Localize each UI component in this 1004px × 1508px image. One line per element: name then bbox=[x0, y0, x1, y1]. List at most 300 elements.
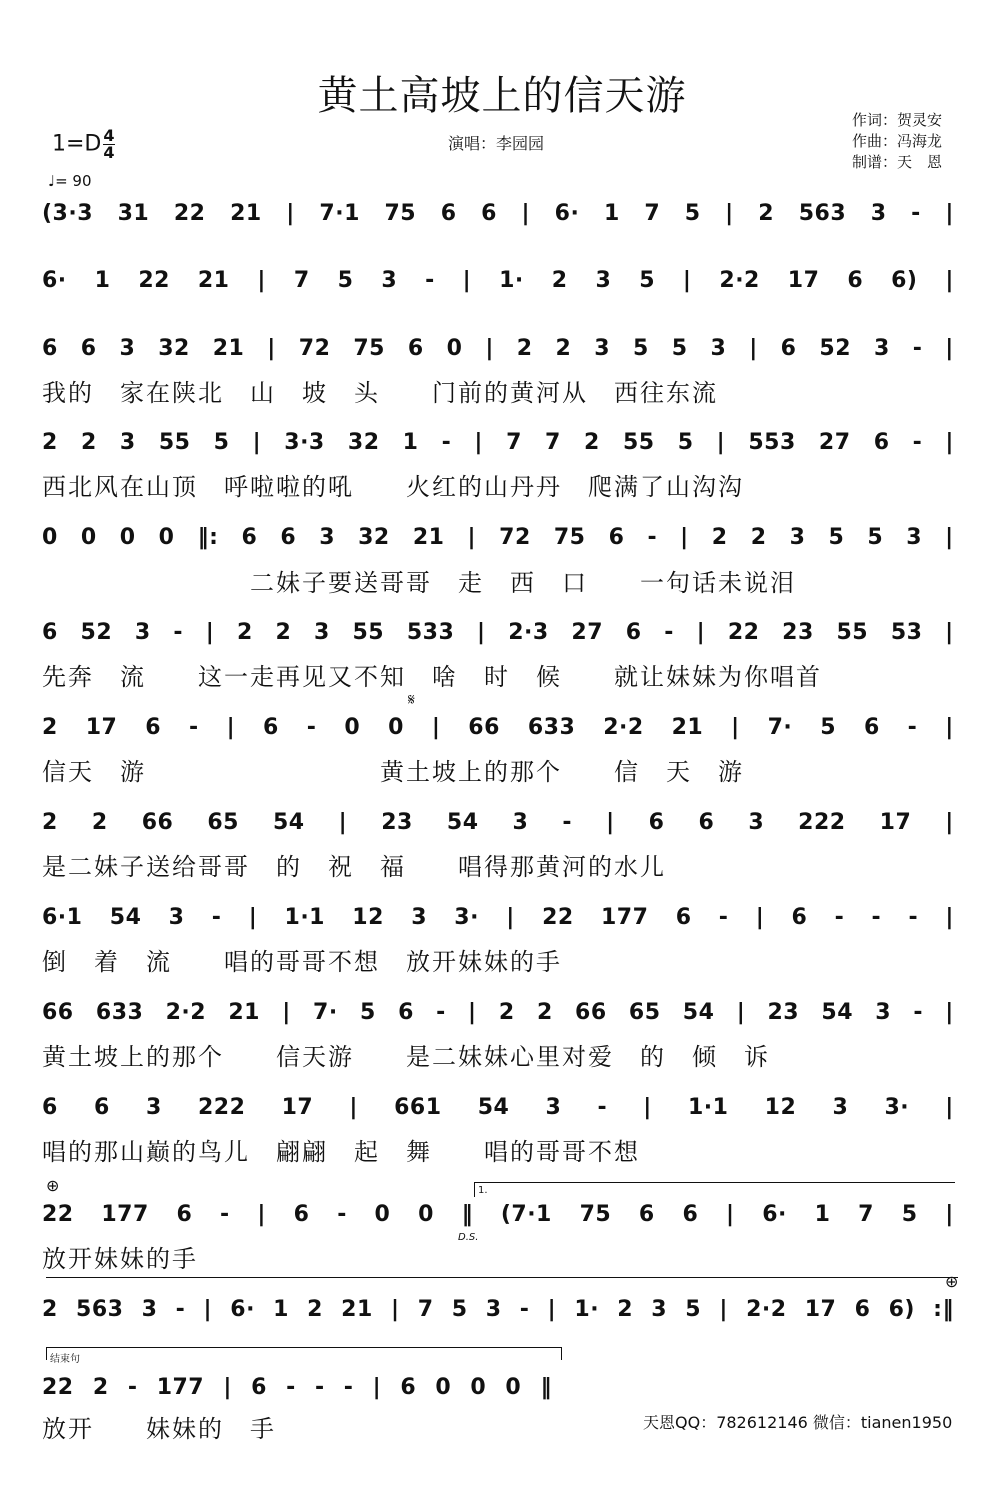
barline: | bbox=[257, 267, 266, 293]
note-group: 6 bbox=[398, 999, 414, 1025]
staff-row-14 bbox=[42, 1364, 552, 1410]
note-group: 0 bbox=[505, 1374, 522, 1400]
note-group: 3 bbox=[873, 335, 890, 361]
transcriber-credit: 制谱：天 恩 bbox=[852, 153, 943, 171]
barline: | bbox=[716, 429, 726, 455]
note-group: 0 bbox=[80, 524, 97, 550]
barline: | bbox=[203, 1296, 213, 1322]
note-group: 7 bbox=[858, 1201, 874, 1227]
note-group: 2 bbox=[516, 335, 533, 361]
staff-row-8 bbox=[42, 799, 954, 845]
note-group: 7 bbox=[545, 429, 561, 455]
note-group: 2·3 bbox=[508, 619, 549, 645]
note-group: - bbox=[436, 999, 446, 1025]
note-group: 553 bbox=[748, 429, 796, 455]
note-group: 17 bbox=[879, 809, 912, 835]
barline: | bbox=[226, 714, 236, 740]
note-group: 563 bbox=[798, 200, 847, 226]
note-group: 7 bbox=[506, 429, 522, 455]
note-group: 1 bbox=[94, 267, 111, 293]
note-group: 17 bbox=[85, 714, 118, 740]
note-group: 0 bbox=[388, 714, 404, 740]
note-group: 3· bbox=[884, 1094, 910, 1120]
staff-row-1 bbox=[42, 190, 954, 236]
barline: | bbox=[731, 714, 740, 740]
note-group: 22 bbox=[727, 619, 760, 645]
note-group: 31 bbox=[117, 200, 150, 226]
barline: :‖ bbox=[933, 1296, 954, 1322]
note-group: - bbox=[343, 1374, 354, 1400]
note-group: 55 bbox=[836, 619, 869, 645]
barline: | bbox=[606, 809, 615, 835]
note-group: 5 bbox=[901, 1201, 918, 1227]
note-group: 7 bbox=[417, 1296, 434, 1322]
notes-line bbox=[42, 1191, 954, 1237]
note-group: 6) bbox=[888, 1296, 915, 1322]
note-group: 6 bbox=[854, 1296, 871, 1322]
notes-line bbox=[42, 257, 954, 303]
barline: | bbox=[521, 200, 531, 226]
note-group: 17 bbox=[787, 267, 820, 293]
note-group: 6 bbox=[251, 1374, 267, 1400]
note-group: 2 bbox=[750, 524, 767, 550]
note-group: 65 bbox=[207, 809, 239, 835]
staff-row-6 bbox=[42, 609, 954, 655]
note-group: 52 bbox=[80, 619, 113, 645]
note-group: 5 bbox=[337, 267, 354, 293]
note-group: 6 bbox=[42, 335, 58, 361]
barline: | bbox=[945, 714, 954, 740]
note-group: 0 bbox=[119, 524, 136, 550]
note-group: 75 bbox=[579, 1201, 612, 1227]
note-group: 52 bbox=[819, 335, 852, 361]
note-group: 2 bbox=[42, 429, 58, 455]
note-group: 6 bbox=[698, 809, 715, 835]
note-group: 6·1 bbox=[42, 904, 83, 930]
note-group: 1 bbox=[273, 1296, 289, 1322]
note-group: 54 bbox=[446, 809, 479, 835]
note-group: 3 bbox=[875, 999, 892, 1025]
note-group: 2 bbox=[498, 999, 515, 1025]
coda-sign-end: ⊕ bbox=[945, 1272, 959, 1291]
staff-row-5 bbox=[42, 514, 954, 560]
note-group: 1 bbox=[603, 200, 620, 226]
note-group: 0 bbox=[446, 335, 463, 361]
notes-line bbox=[42, 325, 954, 371]
barline: | bbox=[257, 1201, 266, 1227]
note-group: 1·1 bbox=[688, 1094, 729, 1120]
note-group: 75 bbox=[384, 200, 417, 226]
note-group: (7·1 bbox=[500, 1201, 552, 1227]
note-group: 66 bbox=[141, 809, 174, 835]
note-group: 1 bbox=[814, 1201, 831, 1227]
note-group: 533 bbox=[406, 619, 455, 645]
note-group: 22 bbox=[138, 267, 170, 293]
note-group: - bbox=[912, 429, 923, 455]
notes-line bbox=[42, 419, 954, 465]
note-group: 21 bbox=[341, 1296, 373, 1322]
barline: | bbox=[945, 524, 954, 550]
note-group: 3 bbox=[119, 335, 136, 361]
barline: | bbox=[945, 335, 954, 361]
note-group: 222 bbox=[798, 809, 846, 835]
note-group: 32 bbox=[158, 335, 190, 361]
note-group: 6 bbox=[80, 335, 97, 361]
note-group: 3 bbox=[595, 267, 612, 293]
notes-line bbox=[42, 1286, 954, 1332]
note-group: - bbox=[337, 1201, 347, 1227]
note-group: 6 bbox=[625, 619, 642, 645]
note-group: 2 bbox=[307, 1296, 323, 1322]
note-group: 2·2 bbox=[165, 999, 207, 1025]
note-group: 3 bbox=[512, 809, 529, 835]
barline: | bbox=[372, 1374, 382, 1400]
note-group: 2 bbox=[583, 429, 600, 455]
note-group: 1· bbox=[574, 1296, 600, 1322]
barline: | bbox=[945, 619, 954, 645]
barline: | bbox=[468, 999, 477, 1025]
note-group: - bbox=[425, 267, 435, 293]
barline: | bbox=[945, 999, 954, 1025]
note-group: 3 bbox=[545, 1094, 562, 1120]
barline: | bbox=[252, 429, 262, 455]
note-group: 3 bbox=[748, 809, 765, 835]
note-group: 661 bbox=[394, 1094, 442, 1120]
note-group: 55 bbox=[622, 429, 655, 455]
barline: | bbox=[267, 335, 276, 361]
note-group: 3 bbox=[832, 1094, 849, 1120]
note-group: 6 bbox=[145, 714, 162, 740]
note-group: 6 bbox=[682, 1201, 699, 1227]
note-group: 0 bbox=[418, 1201, 434, 1227]
note-group: 3 bbox=[485, 1296, 502, 1322]
barline: | bbox=[338, 809, 348, 835]
note-group: 3·3 bbox=[284, 429, 325, 455]
note-group: 54 bbox=[477, 1094, 510, 1120]
barline: | bbox=[682, 267, 692, 293]
note-group: 6 bbox=[93, 1094, 110, 1120]
note-group: 6 bbox=[780, 335, 797, 361]
note-group: 55 bbox=[158, 429, 191, 455]
lyricist-credit: 作词：贺灵安 bbox=[852, 111, 943, 129]
note-group: 7 bbox=[644, 200, 661, 226]
note-group: 0 bbox=[344, 714, 361, 740]
note-group: 3 bbox=[141, 1296, 158, 1322]
lyric-line-6: 先奔 流 这一走再见又不知 啥 时 候 就让妹妹为你唱首 bbox=[42, 663, 822, 691]
barline: | bbox=[349, 1094, 358, 1120]
notes-line bbox=[42, 704, 954, 750]
barline: | bbox=[643, 1094, 652, 1120]
time-sig-top: 4 bbox=[103, 126, 115, 145]
note-group: 6 bbox=[481, 200, 497, 226]
note-group: 5 bbox=[213, 429, 230, 455]
note-group: - bbox=[913, 999, 923, 1025]
note-group: 72 bbox=[298, 335, 331, 361]
note-group: 2 bbox=[92, 1374, 109, 1400]
barline: | bbox=[736, 999, 746, 1025]
barline: | bbox=[696, 619, 706, 645]
note-group: 66 bbox=[575, 999, 607, 1025]
note-group: 66 bbox=[468, 714, 500, 740]
note-group: 0 bbox=[435, 1374, 452, 1400]
note-group: 75 bbox=[353, 335, 385, 361]
barline: | bbox=[945, 809, 954, 835]
note-group: 2 bbox=[758, 200, 775, 226]
note-group: - bbox=[908, 904, 919, 930]
note-group: 2·2 bbox=[746, 1296, 787, 1322]
note-group: - bbox=[718, 904, 729, 930]
note-group: - bbox=[220, 1201, 230, 1227]
note-group: 32 bbox=[347, 429, 380, 455]
note-group: 6· bbox=[42, 267, 67, 293]
note-group: 3 bbox=[119, 429, 136, 455]
contact-footer: 天恩QQ：782612146 微信：tianen1950 bbox=[643, 1413, 953, 1432]
note-group: - bbox=[211, 904, 222, 930]
note-group: - bbox=[664, 619, 674, 645]
note-group: - bbox=[562, 809, 573, 835]
barline: | bbox=[719, 1296, 728, 1322]
staff-row-3 bbox=[42, 325, 954, 371]
note-group: 5 bbox=[685, 1296, 702, 1322]
barline: | bbox=[248, 904, 258, 930]
note-group: 7· bbox=[767, 714, 793, 740]
note-group: - bbox=[314, 1374, 325, 1400]
note-group: 6 bbox=[675, 904, 692, 930]
final-ending-label: 结束句 bbox=[50, 1354, 80, 1365]
note-group: 75 bbox=[553, 524, 586, 550]
barline: | bbox=[945, 904, 954, 930]
note-group: 6 bbox=[293, 1201, 310, 1227]
note-group: 7· bbox=[313, 999, 338, 1025]
barline: | bbox=[485, 335, 494, 361]
lyric-line-5: 二妹子要送哥哥 走 西 口 一句话未说泪 bbox=[42, 569, 796, 597]
note-group: 6 bbox=[400, 1374, 417, 1400]
note-group: 23 bbox=[767, 999, 800, 1025]
note-group: 2 bbox=[42, 809, 58, 835]
notes-line bbox=[42, 609, 954, 655]
staff-row-11 bbox=[42, 1084, 954, 1130]
note-group: 55 bbox=[352, 619, 385, 645]
lyric-line-3: 我的 家在陕北 山 坡 头 门前的黄河从 西往东流 bbox=[42, 379, 718, 407]
note-group: - bbox=[441, 429, 452, 455]
note-group: 12 bbox=[352, 904, 384, 930]
note-group: 21 bbox=[230, 200, 262, 226]
staff-row-7 bbox=[42, 704, 954, 750]
note-group: 21 bbox=[212, 335, 245, 361]
lyric-line-12: 放开妹妹的手 bbox=[42, 1245, 198, 1273]
barline: | bbox=[547, 1296, 557, 1322]
note-group: 5 bbox=[867, 524, 884, 550]
note-group: 6 bbox=[407, 335, 424, 361]
note-group: 65 bbox=[628, 999, 661, 1025]
barline: | bbox=[467, 524, 477, 550]
barline: ‖: bbox=[197, 524, 219, 550]
note-group: 3 bbox=[313, 619, 330, 645]
note-group: 21 bbox=[228, 999, 260, 1025]
staff-row-13 bbox=[42, 1286, 954, 1332]
ds-mark: D.S. bbox=[458, 1232, 479, 1243]
note-group: 3 bbox=[411, 904, 427, 930]
note-group: 21 bbox=[412, 524, 445, 550]
note-group: 6 bbox=[873, 429, 890, 455]
composer-credit: 作曲：冯海龙 bbox=[852, 132, 943, 150]
note-group: 6 bbox=[440, 200, 457, 226]
note-group: 3 bbox=[651, 1296, 668, 1322]
note-group: 5 bbox=[451, 1296, 468, 1322]
note-group: 6 bbox=[42, 619, 58, 645]
note-group: 2 bbox=[711, 524, 728, 550]
note-group: 3 bbox=[381, 267, 398, 293]
note-group: 1·1 bbox=[284, 904, 325, 930]
note-group: 22 bbox=[42, 1201, 74, 1227]
note-group: 3 bbox=[789, 524, 806, 550]
notes-line bbox=[42, 989, 954, 1035]
note-group: 32 bbox=[358, 524, 390, 550]
note-group: 6 bbox=[280, 524, 297, 550]
note-group: 1 bbox=[402, 429, 419, 455]
note-group: 54 bbox=[273, 809, 305, 835]
lyric-line-11: 唱的那山巅的鸟儿 翩翩 起 舞 唱的哥哥不想 bbox=[42, 1138, 640, 1166]
barline: ‖ bbox=[461, 1201, 474, 1227]
note-group: 22 bbox=[542, 904, 574, 930]
lyric-line-14: 放开 妹妹的 手 bbox=[42, 1415, 276, 1443]
note-group: 5 bbox=[677, 429, 694, 455]
note-group: - bbox=[189, 714, 199, 740]
barline: | bbox=[462, 267, 472, 293]
note-group: - bbox=[647, 524, 658, 550]
note-group: (3·3 bbox=[42, 200, 94, 226]
barline: | bbox=[391, 1296, 400, 1322]
barline: | bbox=[945, 1201, 954, 1227]
note-group: - bbox=[912, 335, 923, 361]
note-group: 0 bbox=[42, 524, 58, 550]
barline: | bbox=[755, 904, 765, 930]
barline: | bbox=[749, 335, 758, 361]
barline: | bbox=[286, 200, 295, 226]
note-group: - bbox=[175, 1296, 186, 1322]
notes-line bbox=[42, 190, 954, 236]
note-group: 66 bbox=[42, 999, 74, 1025]
note-group: 5 bbox=[639, 267, 655, 293]
notes-line bbox=[42, 514, 954, 560]
key-label: 1=D bbox=[52, 131, 102, 157]
note-group: 0 bbox=[470, 1374, 487, 1400]
singer-credit: 演唱：李园园 bbox=[448, 134, 545, 153]
note-group: - bbox=[127, 1374, 138, 1400]
note-group: - bbox=[834, 904, 845, 930]
barline: | bbox=[945, 429, 954, 455]
barline: | bbox=[205, 619, 215, 645]
note-group: - bbox=[306, 714, 317, 740]
note-group: 3 bbox=[594, 335, 611, 361]
section-divider bbox=[46, 1277, 958, 1278]
note-group: 54 bbox=[109, 904, 142, 930]
note-group: 3 bbox=[906, 524, 923, 550]
barline: | bbox=[725, 200, 734, 226]
segno-sign: 𝄋 bbox=[408, 690, 415, 709]
notes-line bbox=[42, 1364, 552, 1410]
note-group: - bbox=[286, 1374, 296, 1400]
note-group: 2 bbox=[275, 619, 292, 645]
barline: ‖ bbox=[540, 1374, 552, 1400]
barline: | bbox=[945, 267, 954, 293]
note-group: 0 bbox=[374, 1201, 391, 1227]
note-group: 177 bbox=[101, 1201, 149, 1227]
note-group: 12 bbox=[764, 1094, 797, 1120]
note-group: 3 bbox=[134, 619, 151, 645]
note-group: 6 bbox=[241, 524, 258, 550]
credits bbox=[852, 110, 942, 173]
note-group: - bbox=[911, 200, 921, 226]
note-group: 5 bbox=[671, 335, 688, 361]
barline: | bbox=[680, 524, 689, 550]
note-group: 3 bbox=[145, 1094, 162, 1120]
note-group: 6· bbox=[762, 1201, 787, 1227]
note-group: 27 bbox=[818, 429, 851, 455]
note-group: - bbox=[907, 714, 918, 740]
first-ending-label: 1. bbox=[478, 1185, 488, 1196]
note-group: 6 bbox=[847, 267, 864, 293]
note-group: 6 bbox=[176, 1201, 193, 1227]
staff-row-12 bbox=[42, 1191, 954, 1237]
note-group: 6 bbox=[863, 714, 880, 740]
time-sig-bottom: 4 bbox=[103, 143, 115, 162]
note-group: 6 bbox=[648, 809, 665, 835]
note-group: 6 bbox=[638, 1201, 655, 1227]
note-group: - bbox=[597, 1094, 608, 1120]
note-group: 17 bbox=[281, 1094, 314, 1120]
note-group: 2 bbox=[80, 429, 97, 455]
note-group: 2 bbox=[42, 1296, 58, 1322]
notes-line bbox=[42, 799, 954, 845]
coda-sign: ⊕ bbox=[46, 1176, 60, 1195]
note-group: 2 bbox=[536, 999, 553, 1025]
barline: | bbox=[945, 1094, 954, 1120]
song-title: 黄土高坡上的信天游 bbox=[317, 73, 687, 119]
lyric-line-4: 西北风在山顶 呼啦啦的吼 火红的山丹丹 爬满了山沟沟 bbox=[42, 473, 744, 501]
note-group: 2 bbox=[42, 714, 58, 740]
staff-row-4 bbox=[42, 419, 954, 465]
note-group: 6 bbox=[608, 524, 625, 550]
note-group: 2 bbox=[617, 1296, 634, 1322]
note-group: 21 bbox=[197, 267, 230, 293]
note-group: 2·2 bbox=[603, 714, 644, 740]
note-group: 7 bbox=[293, 267, 310, 293]
note-group: 177 bbox=[600, 904, 649, 930]
staff-row-2 bbox=[42, 257, 954, 303]
note-group: 222 bbox=[197, 1094, 246, 1120]
note-group: 5 bbox=[820, 714, 837, 740]
note-group: 23 bbox=[381, 809, 413, 835]
note-group: 17 bbox=[804, 1296, 837, 1322]
note-group: 563 bbox=[76, 1296, 124, 1322]
tempo-mark: ♩= 90 bbox=[48, 172, 92, 190]
barline: | bbox=[725, 1201, 735, 1227]
note-group: 54 bbox=[682, 999, 715, 1025]
note-group: 72 bbox=[499, 524, 531, 550]
note-group: 21 bbox=[671, 714, 704, 740]
barline: | bbox=[476, 619, 486, 645]
key-signature bbox=[52, 128, 115, 161]
barline: | bbox=[506, 904, 515, 930]
note-group: 6 bbox=[791, 904, 808, 930]
note-group: 3 bbox=[168, 904, 185, 930]
note-group: 7·1 bbox=[319, 200, 360, 226]
lyric-line-7: 信天 游 黄土坡上的那个 信 天 游 bbox=[42, 758, 744, 786]
barline: | bbox=[431, 714, 441, 740]
note-group: 6· bbox=[554, 200, 580, 226]
note-group: 22 bbox=[173, 200, 206, 226]
